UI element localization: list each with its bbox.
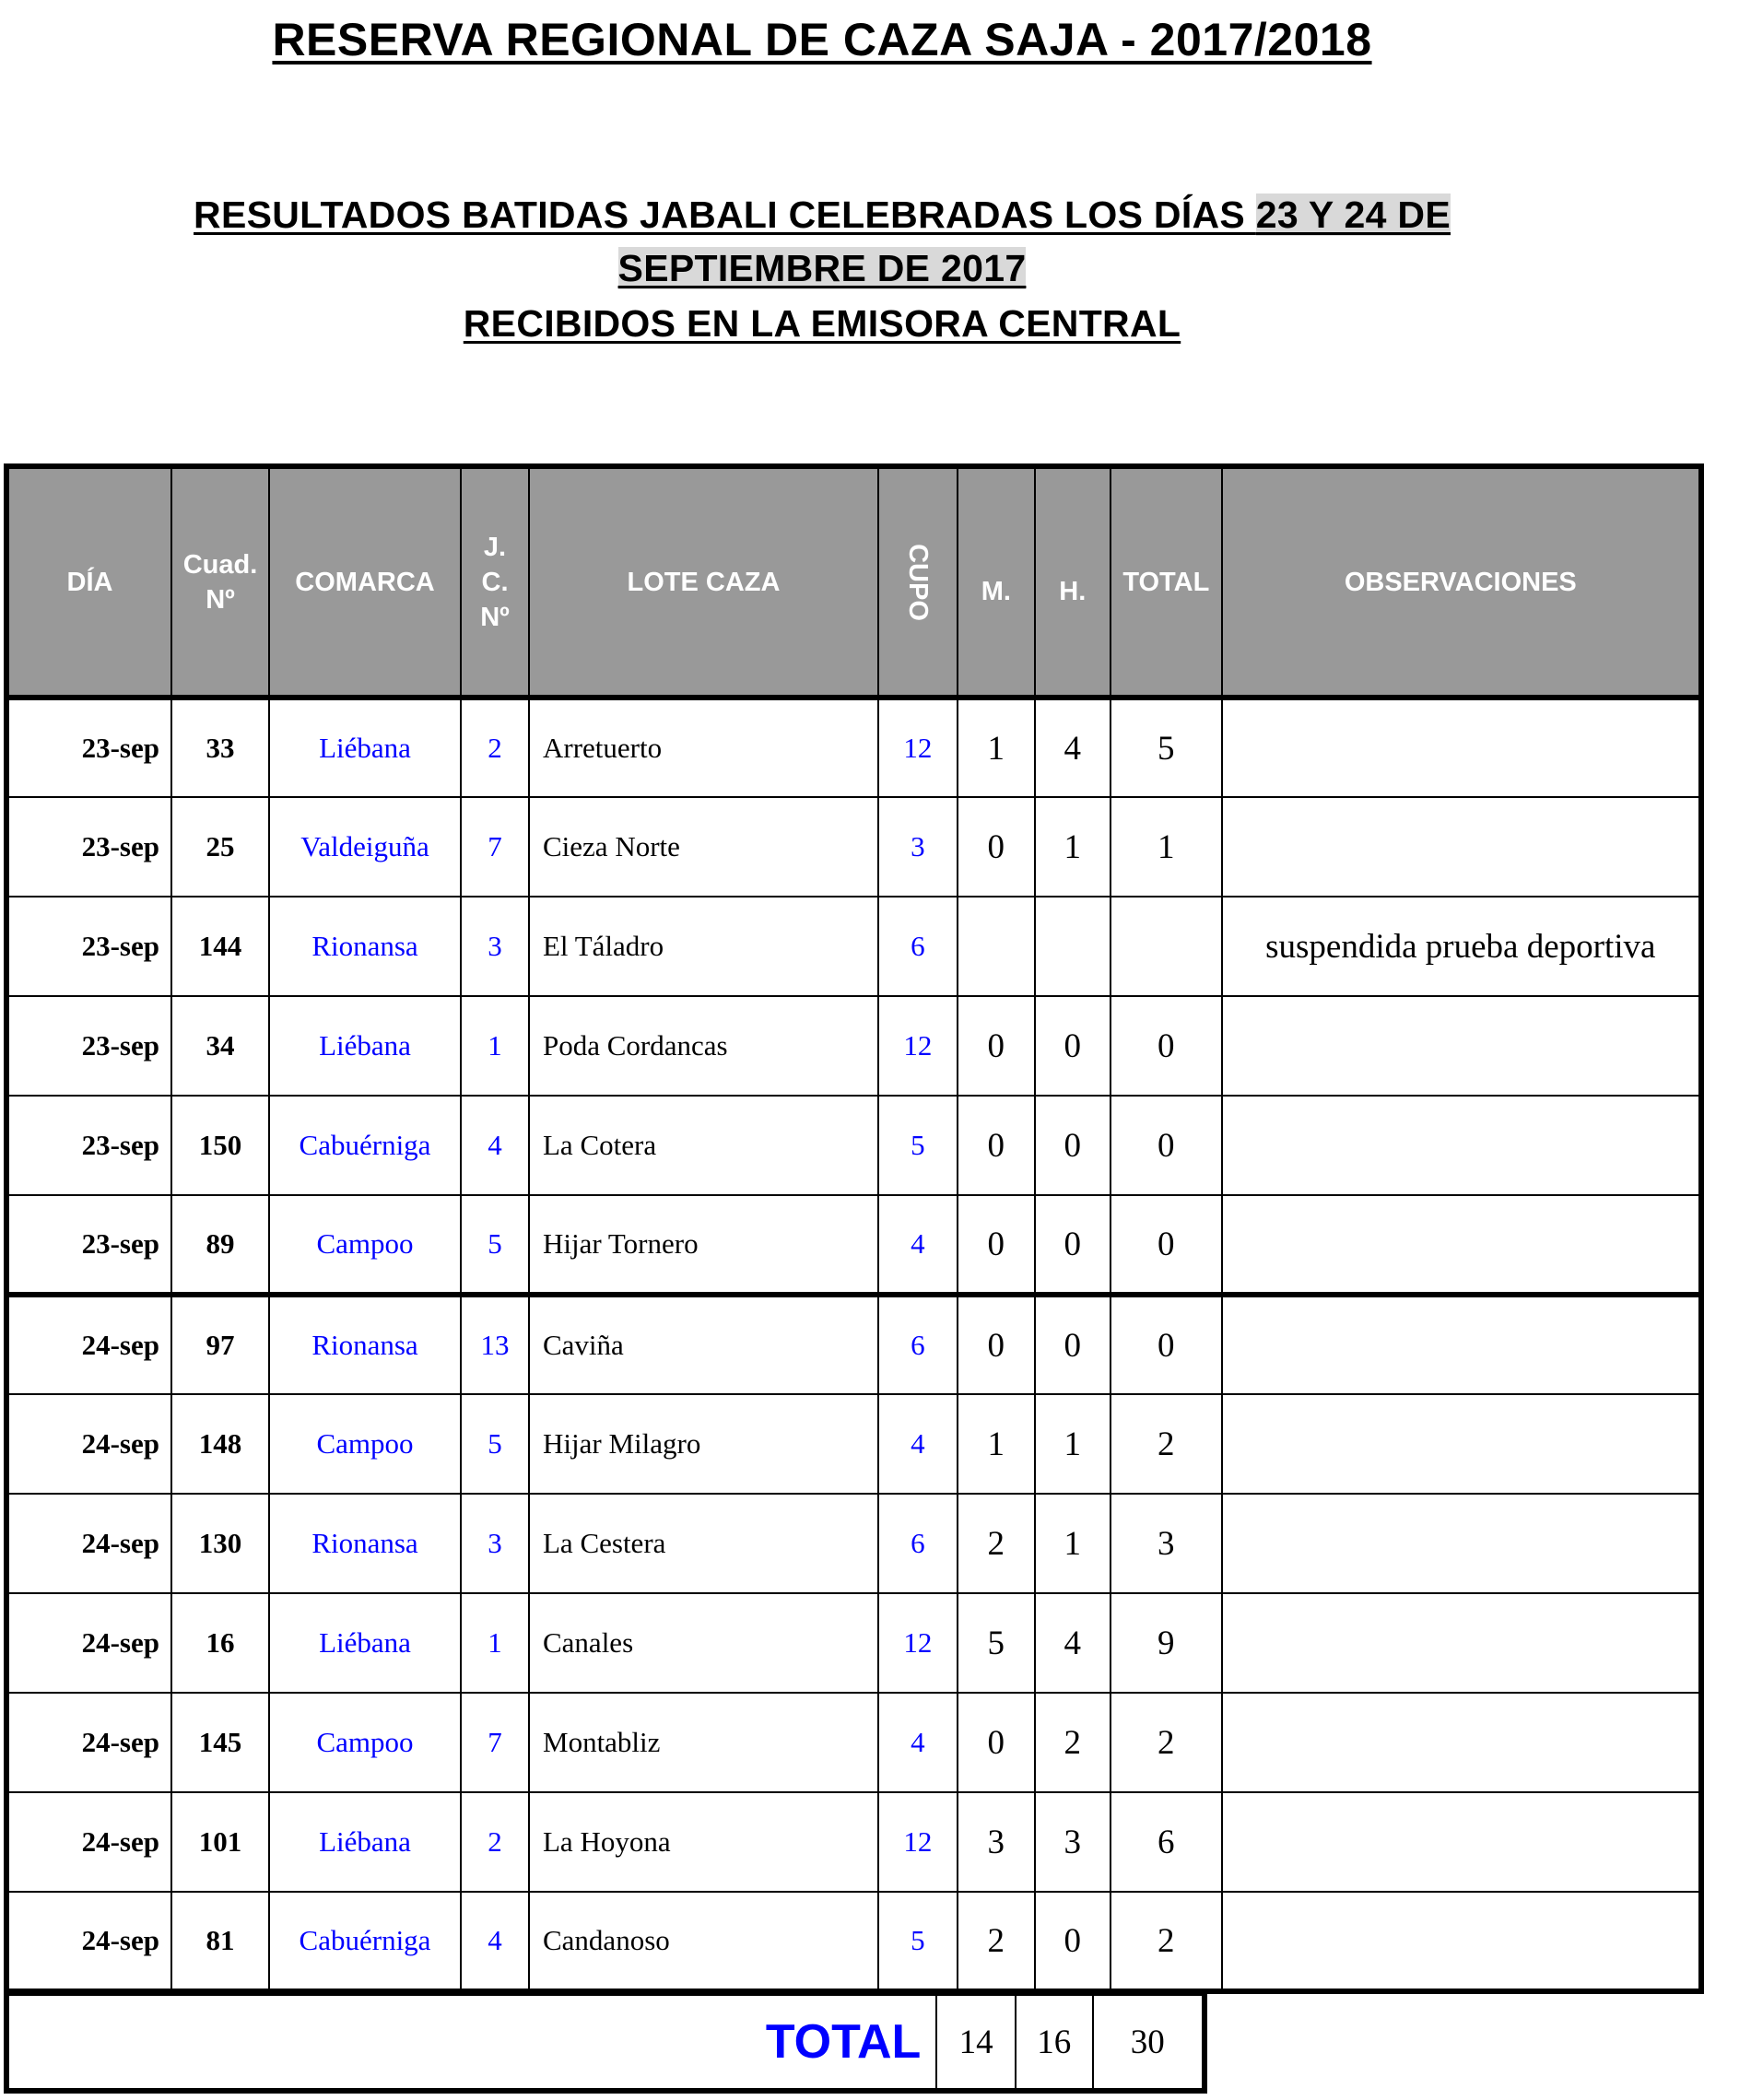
cell-cuad: 33 [171,698,269,797]
total-m: 14 [935,1996,1015,2088]
cell-lote: Hijar Tornero [529,1195,878,1295]
total-label: TOTAL [765,2015,922,2069]
cell-cuad: 25 [171,797,269,897]
cell-dia: 23-sep [6,1096,171,1195]
cell-m: 0 [958,1096,1035,1195]
cell-jc: 1 [461,1593,529,1693]
cell-cupo: 12 [878,1792,958,1892]
cell-lote: Poda Cordancas [529,996,878,1096]
table-row [6,1593,1701,1693]
cell-jc: 3 [461,897,529,996]
cell-h: 1 [1035,1394,1111,1494]
header-comarca: COMARCA [269,466,461,698]
cell-m: 2 [958,1892,1035,1991]
cell-observaciones [1222,996,1701,1096]
cell-comarca: Liébana [269,996,461,1096]
cell-m: 0 [958,996,1035,1096]
table-row [6,1792,1701,1892]
cell-total: 1 [1111,797,1222,897]
cell-lote: Candanoso [529,1892,878,1991]
cell-cupo: 3 [878,797,958,897]
cell-dia: 23-sep [6,797,171,897]
cell-jc: 2 [461,698,529,797]
cell-lote: Arretuerto [529,698,878,797]
cell-dia: 23-sep [6,996,171,1096]
cell-comarca: Rionansa [269,1295,461,1394]
cell-dia: 24-sep [6,1394,171,1494]
cell-cuad: 16 [171,1593,269,1693]
cell-observaciones: suspendida prueba deportiva [1222,897,1701,996]
table-row [6,1195,1701,1295]
cell-total: 0 [1111,1295,1222,1394]
cell-jc: 3 [461,1494,529,1593]
table-row [6,897,1701,996]
cell-m: 1 [958,698,1035,797]
cell-jc: 5 [461,1394,529,1494]
table-row [6,797,1701,897]
table-row [6,1494,1701,1593]
cell-h: 1 [1035,1494,1111,1593]
cell-comarca: Campoo [269,1693,461,1792]
cell-jc: 4 [461,1096,529,1195]
cell-h [1035,897,1111,996]
cell-comarca: Liébana [269,1792,461,1892]
total-sum: 30 [1092,1996,1202,2088]
cell-cuad: 89 [171,1195,269,1295]
cell-dia: 24-sep [6,1593,171,1693]
cell-h: 0 [1035,996,1111,1096]
cell-total: 0 [1111,1096,1222,1195]
cell-comarca: Campoo [269,1195,461,1295]
header-total: TOTAL [1111,466,1222,698]
header-dia: DÍA [6,466,171,698]
cell-observaciones [1222,797,1701,897]
cell-dia: 23-sep [6,897,171,996]
cell-dia: 24-sep [6,1295,171,1394]
cell-m: 0 [958,1295,1035,1394]
table-row [6,1394,1701,1494]
cell-m: 0 [958,797,1035,897]
cell-observaciones [1222,1195,1701,1295]
cell-m: 0 [958,1195,1035,1295]
subtitle-line-1: RESULTADOS BATIDAS JABALI CELEBRADAS LOS DÍAS 23 Y 24 DE [194,194,1451,236]
header-lote: LOTE CAZA [529,466,878,698]
cell-jc: 4 [461,1892,529,1991]
cell-comarca: Rionansa [269,897,461,996]
cell-observaciones [1222,1693,1701,1792]
cell-cupo: 6 [878,1494,958,1593]
table-row [6,1892,1701,1991]
cell-total: 0 [1111,996,1222,1096]
cell-total: 3 [1111,1494,1222,1593]
cell-h: 0 [1035,1195,1111,1295]
results-table [4,463,1704,1994]
cell-cupo: 6 [878,1295,958,1394]
cell-observaciones [1222,1494,1701,1593]
cell-cuad: 130 [171,1494,269,1593]
table-row [6,698,1701,797]
cell-cuad: 148 [171,1394,269,1494]
cell-total: 2 [1111,1693,1222,1792]
cell-h: 4 [1035,1593,1111,1693]
cell-cupo: 12 [878,996,958,1096]
cell-total: 5 [1111,698,1222,797]
cell-h: 3 [1035,1792,1111,1892]
cell-h: 0 [1035,1295,1111,1394]
cell-lote: Caviña [529,1295,878,1394]
header-m: M. [958,466,1035,698]
cell-cupo: 4 [878,1394,958,1494]
cell-jc: 1 [461,996,529,1096]
cell-comarca: Liébana [269,698,461,797]
cell-lote: La Hoyona [529,1792,878,1892]
table-row [6,1295,1701,1394]
cell-cupo: 5 [878,1892,958,1991]
cell-observaciones [1222,1892,1701,1991]
cell-cuad: 81 [171,1892,269,1991]
cell-cuad: 97 [171,1295,269,1394]
totals-row [4,1990,1207,2094]
document-title: RESERVA REGIONAL DE CAZA SAJA - 2017/2018 [272,14,1372,65]
cell-dia: 24-sep [6,1693,171,1792]
cell-total: 9 [1111,1593,1222,1693]
cell-total [1111,897,1222,996]
header-jc: J. C. Nº [461,466,529,698]
cell-observaciones [1222,1792,1701,1892]
cell-dia: 23-sep [6,698,171,797]
cell-comarca: Cabuérniga [269,1096,461,1195]
header-h: H. [1035,466,1111,698]
table-header-row [6,466,1701,698]
cell-dia: 24-sep [6,1494,171,1593]
subtitle-line-2: SEPTIEMBRE DE 2017 [617,247,1027,289]
cell-h: 0 [1035,1096,1111,1195]
cell-lote: El Táladro [529,897,878,996]
cell-jc: 2 [461,1792,529,1892]
cell-total: 2 [1111,1892,1222,1991]
cell-h: 2 [1035,1693,1111,1792]
cell-cupo: 12 [878,1593,958,1693]
header-cuad: Cuad. Nº [171,466,269,698]
header-cupo: CUPO [878,466,958,698]
cell-m: 3 [958,1792,1035,1892]
cell-lote: La Cotera [529,1096,878,1195]
cell-jc: 7 [461,1693,529,1792]
cell-comarca: Rionansa [269,1494,461,1593]
cell-cupo: 4 [878,1693,958,1792]
cell-cuad: 144 [171,897,269,996]
cell-m [958,897,1035,996]
table-row [6,996,1701,1096]
cell-lote: Hijar Milagro [529,1394,878,1494]
cell-total: 0 [1111,1195,1222,1295]
cell-total: 6 [1111,1792,1222,1892]
cell-lote: La Cestera [529,1494,878,1593]
cell-comarca: Valdeiguña [269,797,461,897]
cell-h: 1 [1035,797,1111,897]
cell-lote: Cieza Norte [529,797,878,897]
cell-dia: 24-sep [6,1792,171,1892]
subtitle-line-3: RECIBIDOS EN LA EMISORA CENTRAL [463,302,1181,345]
cell-observaciones [1222,1096,1701,1195]
cell-h: 4 [1035,698,1111,797]
cell-dia: 23-sep [6,1195,171,1295]
cell-observaciones [1222,698,1701,797]
cell-m: 1 [958,1394,1035,1494]
cell-cupo: 12 [878,698,958,797]
table-row [6,1096,1701,1195]
cell-lote: Montabliz [529,1693,878,1792]
cell-dia: 24-sep [6,1892,171,1991]
cell-cuad: 34 [171,996,269,1096]
cell-comarca: Cabuérniga [269,1892,461,1991]
cell-lote: Canales [529,1593,878,1693]
cell-observaciones [1222,1295,1701,1394]
cell-m: 2 [958,1494,1035,1593]
cell-jc: 7 [461,797,529,897]
table-row [6,1693,1701,1792]
cell-jc: 13 [461,1295,529,1394]
cell-m: 0 [958,1693,1035,1792]
cell-cuad: 101 [171,1792,269,1892]
header-observaciones: OBSERVACIONES [1222,466,1701,698]
total-h: 16 [1015,1996,1092,2088]
cell-cuad: 145 [171,1693,269,1792]
cell-cupo: 6 [878,897,958,996]
cell-cupo: 5 [878,1096,958,1195]
cell-observaciones [1222,1394,1701,1494]
cell-cupo: 4 [878,1195,958,1295]
cell-comarca: Liébana [269,1593,461,1693]
cell-observaciones [1222,1593,1701,1693]
cell-jc: 5 [461,1195,529,1295]
cell-cuad: 150 [171,1096,269,1195]
cell-h: 0 [1035,1892,1111,1991]
cell-m: 5 [958,1593,1035,1693]
cell-comarca: Campoo [269,1394,461,1494]
cell-total: 2 [1111,1394,1222,1494]
